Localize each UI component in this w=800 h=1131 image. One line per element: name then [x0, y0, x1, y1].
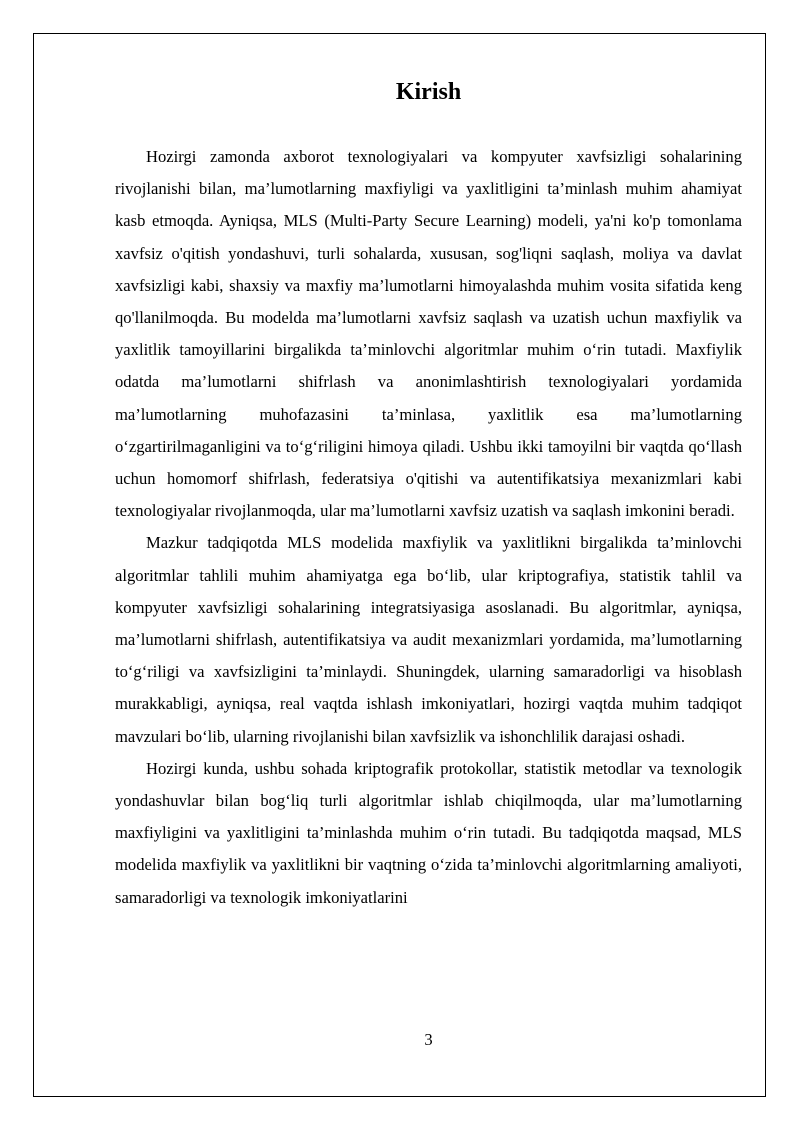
- page-number: 3: [424, 1030, 433, 1049]
- paragraph-3: Hozirgi kunda, ushbu sohada kriptografik protokollar, statistik metodlar va texnologik yondashuvlar bilan bog‘liq turli algoritmlar ishlab chiqilmoqda, ular ma’lumotlarning maxfiyligini va yaxlitligini ta’minlashda muhim o‘rin tutadi. Bu tadqiqotda maqsad, MLS modelida maxfiylik va yaxlitlikni bir vaqtning o‘zida ta’minlovchi algoritmlarning amaliyoti, samaradorligi va texnologik imkoniyatlarini: [115, 758, 742, 907]
- page-title: Kirish: [395, 79, 462, 105]
- paragraph-2: Mazkur tadqiqotda MLS modelida maxfiylik va yaxlitlikni birgalikda ta’minlovchi algoritmlar tahlili muhim ahamiyatga ega bo‘lib, ular kriptografiya, statistik tahlil va kompyuter xavfsizligi sohalarining integratsiyasiga asoslanadi. Bu algoritmlar, ayniqsa, ma’lumotlarni shifrlash, autentifikatsiya va audit mexanizmlari yordamida, ma’lumotlarning to‘g‘riligi va xavfsizligini ta’minlaydi. Shuningdek, ularning samaradorligi va hisoblash murakkabligi, ayniqsa, real vaqtda ishlash imkoniyatlari, hozirgi vaqtda muhim tadqiqot mavzulari bo‘lib, ularning rivojlanishi bilan xavfsizlik va ishonchlilik darajasi oshadi.: [115, 533, 742, 746]
- paragraph-1: Hozirgi zamonda axborot texnologiyalari va kompyuter xavfsizligi sohalarining rivojlanishi bilan, ma’lumotlarning maxfiyligi va yaxlitligini ta’minlash muhim ahamiyat kasb etmoqda. Ayniqsa, MLS (Multi-Party Secure Learning) modeli, ya'ni ko'p tomonlama xavfsiz o'qitish yondashuvi, turli sohalarda, xususan, sog'liqni saqlash, moliya va davlat xavfsizligi kabi, shaxsiy va maxfiy ma’lumotlarni himoyalashda muhim vosita sifatida keng qo'llanilmoqda. Bu modelda ma’lumotlarni xavfsiz saqlash va uzatish uchun maxfiylik va yaxlitlik tamoyillarini birgalikda ta’minlovchi algoritmlar muhim o‘rin tutadi. Maxfiylik odatda ma’lumotlarni shifrlash va anonimlashtirish texnologiyalari yordamida ma’lumotlarning muhofazasini ta’minlasa, yaxlitlik esa ma’lumotlarning o‘zgartirilmaganligini va to‘g‘riligini himoya qiladi. Ushbu ikki tamoyilni bir vaqtda qo‘llash uchun homomorf shifrlash, federatsiya o'qitishi va autentifikatsiya mexanizmlari kabi texnologiyalar rivojlanmoqda, ular ma’lumotlarni xavfsiz uzatish va saqlash imkonini beradi.: [115, 147, 742, 521]
- body-text: [115, 141, 742, 914]
